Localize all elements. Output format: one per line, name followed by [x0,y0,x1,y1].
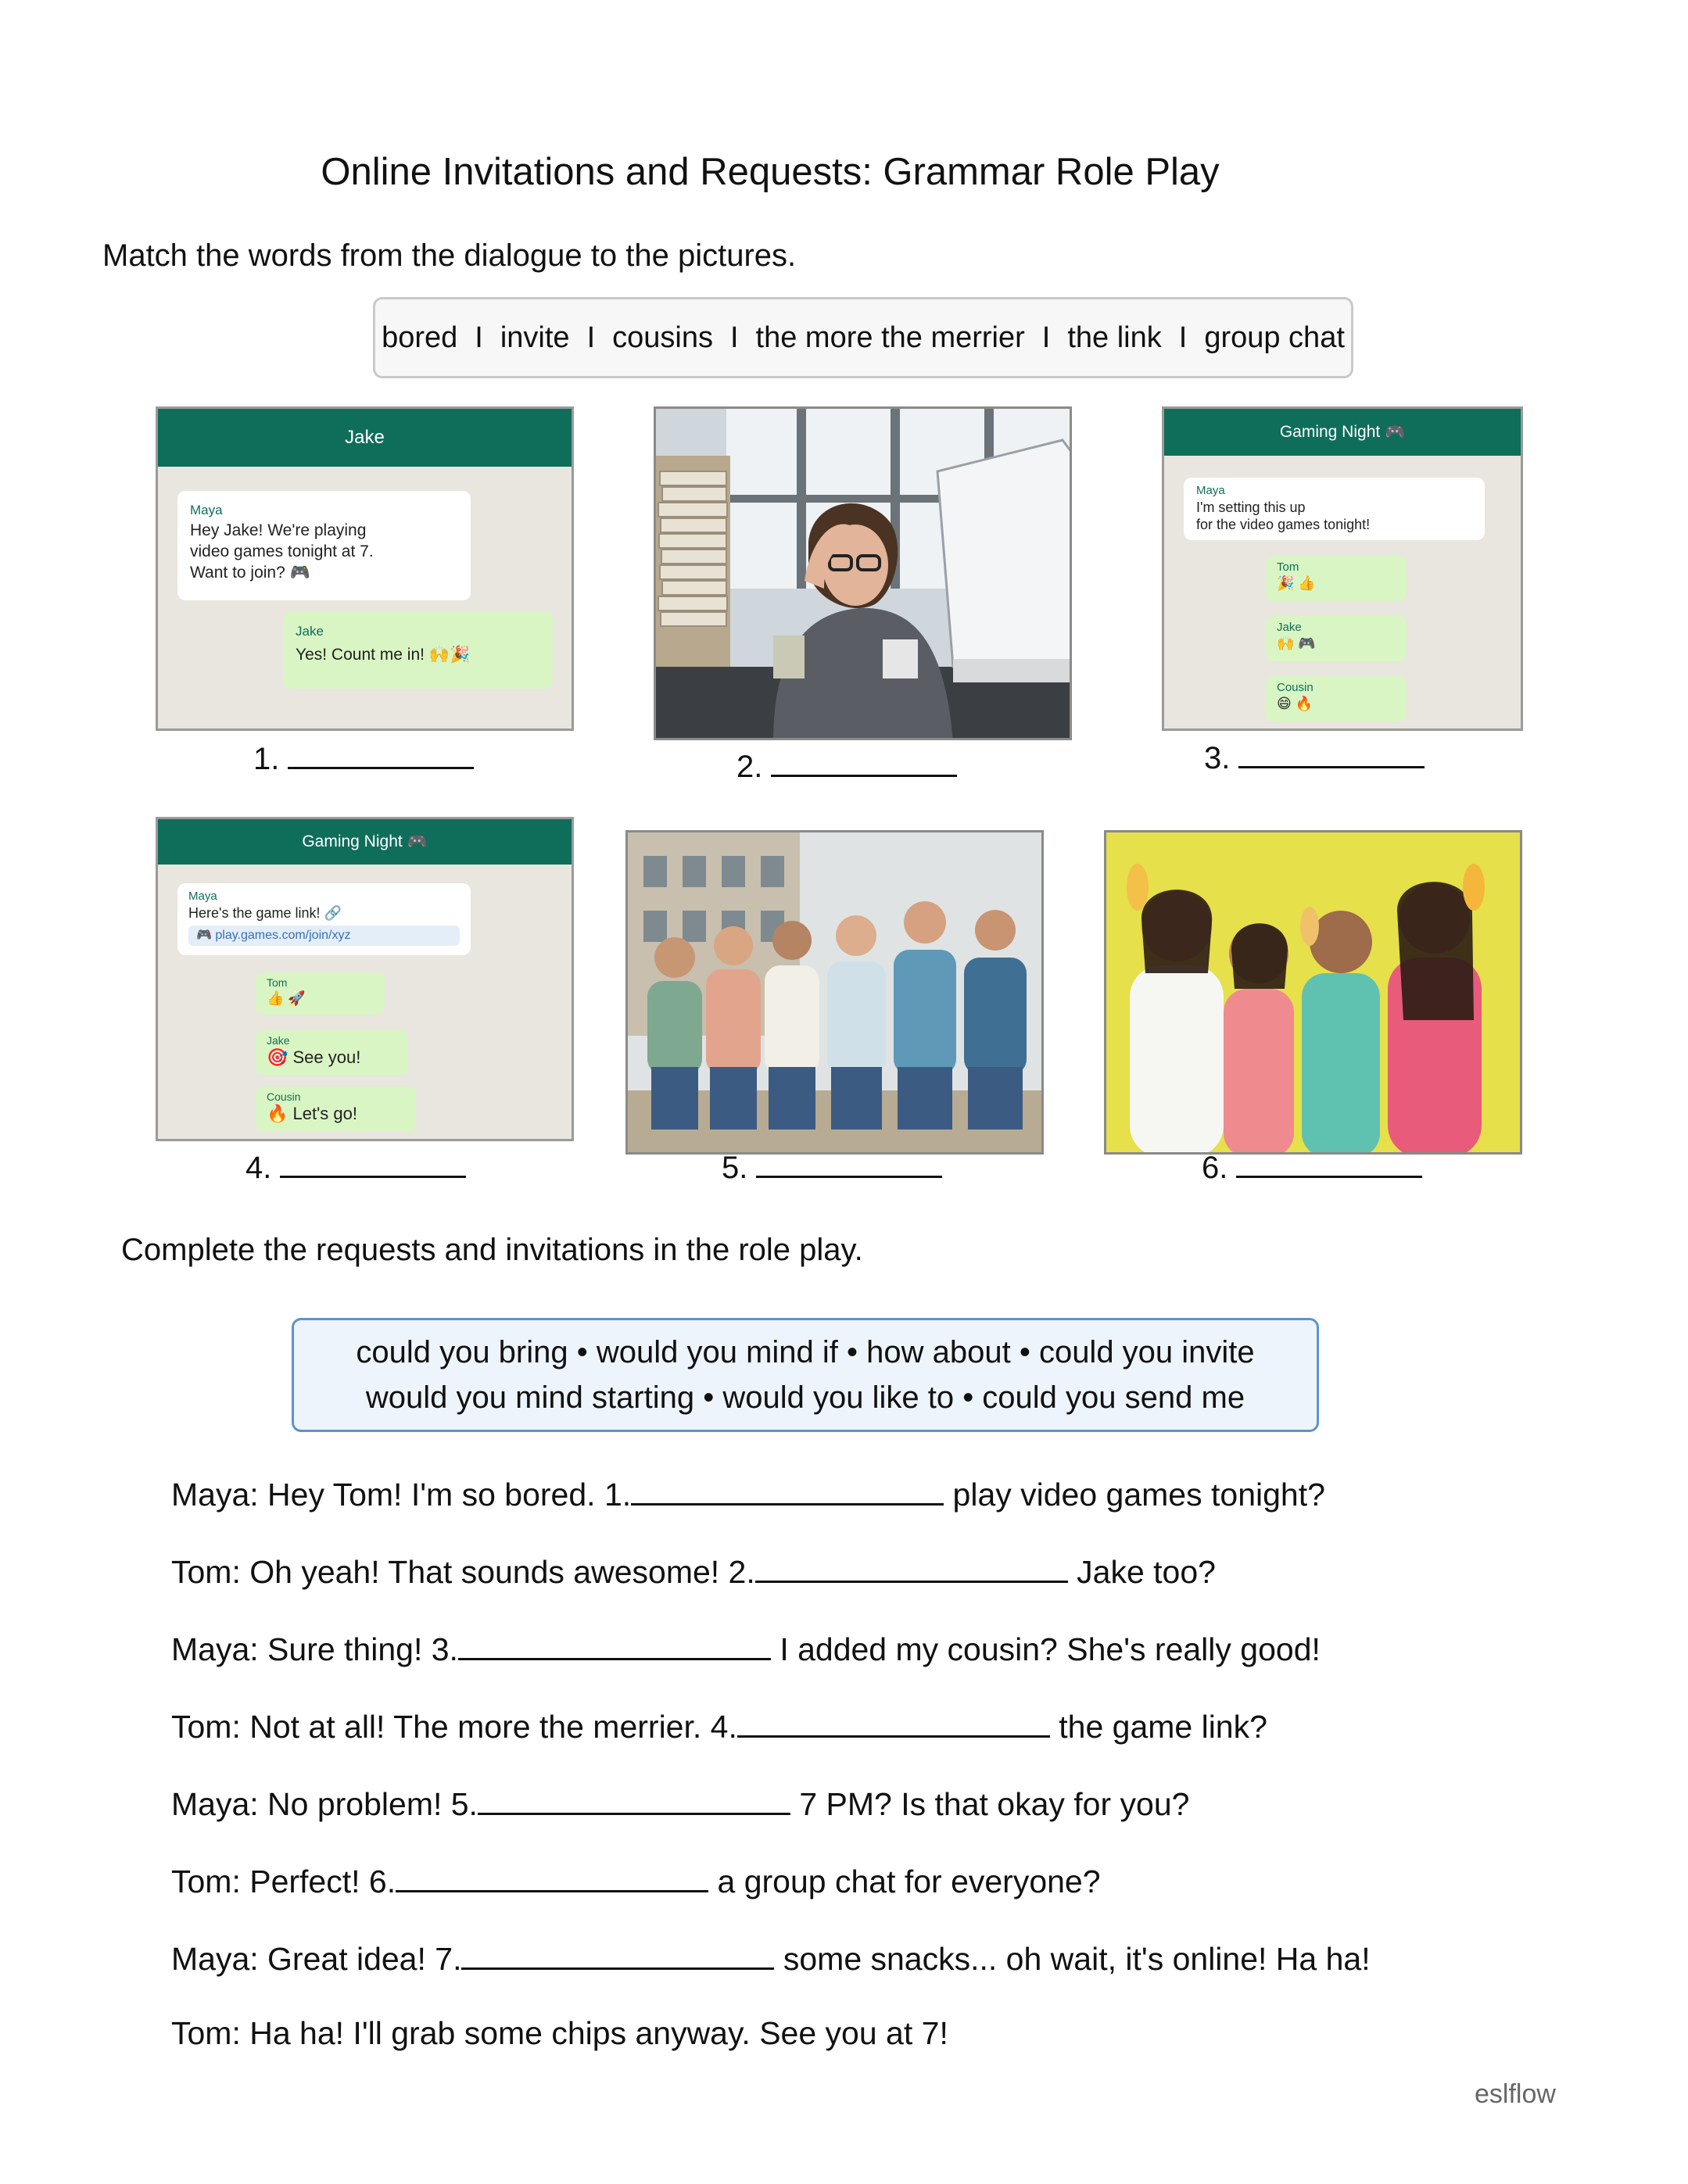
friends-group-illustration [628,832,1044,1155]
dialogue-text: Tom: Not at all! The more the merrier. 4. [171,1709,737,1745]
word-bank-item: bored [382,320,458,354]
picture-1-chat [156,406,574,731]
dialogue-text: Tom: Oh yeah! That sounds awesome! 2. [171,1554,755,1590]
message-text: Yes! Count me in! 🙌🎉 [296,646,471,664]
message-text: Hey Jake! We're playing [190,521,367,539]
dialogue-line-2 [171,1551,1216,1591]
word-bank [373,297,1353,378]
answer-blank[interactable] [288,739,474,769]
answer-blank[interactable] [458,1628,771,1660]
answer-blank[interactable] [771,746,957,777]
caption-number: 1. [253,742,280,776]
message-text: 🎉 👍 [1277,575,1316,591]
message-text: 🔥 Let's go! [267,1104,357,1123]
dialogue-text: 7 PM? Is that okay for you? [790,1786,1190,1822]
answer-blank[interactable] [756,1147,942,1178]
word-bank-item: group chat [1204,320,1345,354]
sender-name: Cousin [1277,681,1313,694]
picture-5-friends-photo [625,830,1044,1155]
answer-blank[interactable] [461,1938,774,1970]
picture-2-caption [736,746,957,785]
caption-number: 4. [245,1151,272,1185]
picture-3-caption [1204,738,1425,776]
message-text: 😄 🔥 [1277,696,1313,711]
dialogue-text: Maya: Sure thing! 3. [171,1631,458,1667]
bored-woman-illustration [656,409,1072,740]
chat-bubble-outgoing [283,612,553,689]
sender-name: Tom [1277,560,1299,574]
sender-name: Cousin [267,1090,301,1103]
message-text: 🎯 See you! [267,1047,361,1067]
sender-name: Jake [267,1034,290,1047]
picture-3-chat [1162,406,1523,731]
message-text: I'm setting this up [1196,499,1306,515]
word-bank-item: invite [500,320,570,354]
message-text: for the video games tonight! [1196,517,1371,532]
phrase-bank [292,1318,1319,1432]
dialogue-text: Tom: Perfect! 6. [171,1864,396,1899]
chat-header: Gaming Night 🎮 [158,819,572,865]
brand-logo: eslflow [1475,2079,1556,2109]
dialogue-text: the game link? [1049,1709,1267,1745]
word-bank-item: the link [1067,320,1162,354]
word-bank-item: cousins [612,320,713,354]
answer-blank[interactable] [737,1706,1050,1738]
phrase-bank-line: could you bring • would you mind if • how about • could you invite [356,1335,1255,1369]
picture-4-chat [156,817,574,1141]
message-text: 🙌 🎮 [1277,636,1316,651]
sender-name: Jake [296,624,324,639]
answer-blank[interactable] [478,1783,790,1815]
caption-number: 3. [1204,741,1231,775]
dialogue-text: Jake too? [1067,1554,1216,1590]
complete-instruction: Complete the requests and invitations in the role play. [121,1233,863,1267]
chat-bubble-incoming [177,491,471,600]
message-text: video games tonight at 7. [190,542,374,560]
chat-bubble-incoming [1184,478,1485,540]
dialogue-text: some snacks... oh wait, it's online! Ha ha! [774,1941,1371,1977]
dialogue-line-3 [171,1628,1321,1668]
match-instruction: Match the words from the dialogue to the pictures. [102,238,797,273]
caption-number: 2. [736,750,763,784]
kids-icecream-illustration [1106,832,1522,1155]
sender-name: Maya [188,890,217,903]
dialogue-line-6 [171,1860,1101,1900]
chat-bubble-outgoing [1266,616,1407,661]
word-bank-item: the more the merrier [755,320,1025,354]
message-text: 👍 🚀 [267,990,306,1006]
dialogue-line-1 [171,1473,1325,1513]
dialogue-text: Maya: No problem! 5. [171,1786,478,1822]
picture-6-kids-photo [1104,830,1522,1155]
answer-blank[interactable] [396,1860,708,1892]
answer-blank[interactable] [1238,738,1425,768]
word-separator: I [475,320,483,354]
word-separator: I [1178,320,1188,354]
page-title: Online Invitations and Requests: Grammar Role Play [321,151,1220,193]
chat-bubble-outgoing [1266,556,1407,601]
message-text: Want to join? 🎮 [190,564,310,582]
dialogue-text: Maya: Great idea! 7. [171,1941,462,1977]
answer-blank[interactable] [631,1473,944,1506]
chat-header: Jake [158,409,572,467]
sender-name: Jake [1277,621,1302,634]
answer-blank[interactable] [1236,1147,1422,1178]
phrase-bank-line: would you mind starting • would you like to • could you send me [365,1380,1245,1415]
game-link[interactable]: 🎮 play.games.com/join/xyz [188,926,460,946]
caption-number: 5. [722,1151,748,1185]
word-separator: I [729,320,739,354]
dialogue-line-5 [171,1783,1189,1823]
answer-blank[interactable] [755,1551,1068,1583]
sender-name: Maya [190,503,223,517]
chat-bubble-outgoing [1266,676,1407,721]
word-separator: I [1041,320,1051,354]
dialogue-line-4 [171,1706,1267,1745]
sender-name: Tom [267,976,288,989]
chat-bubble-outgoing [256,1087,416,1132]
dialogue-line-7 [171,1938,1371,1978]
dialogue-text: I added my cousin? She's really good! [770,1631,1321,1667]
picture-4-caption [245,1147,466,1186]
chat-header: Gaming Night 🎮 [1164,409,1521,456]
chat-bubble-outgoing [256,1030,408,1076]
chat-bubble-incoming [177,883,471,955]
dialogue-text: play video games tonight? [944,1477,1325,1513]
picture-6-caption [1202,1147,1422,1186]
picture-5-caption [722,1147,942,1186]
dialogue-line-8: Tom: Ha ha! I'll grab some chips anyway. See you at 7! [171,2015,948,2051]
word-separator: I [586,320,596,354]
picture-2-bored-photo [654,406,1072,740]
picture-1-caption [253,739,474,777]
message-text: Here's the game link! 🔗 [188,905,342,921]
dialogue-text: a group chat for everyone? [708,1864,1101,1899]
answer-blank[interactable] [280,1147,466,1178]
chat-bubble-outgoing [256,972,385,1015]
dialogue-text: Maya: Hey Tom! I'm so bored. 1. [171,1477,632,1513]
sender-name: Maya [1196,484,1225,497]
caption-number: 6. [1202,1151,1228,1185]
